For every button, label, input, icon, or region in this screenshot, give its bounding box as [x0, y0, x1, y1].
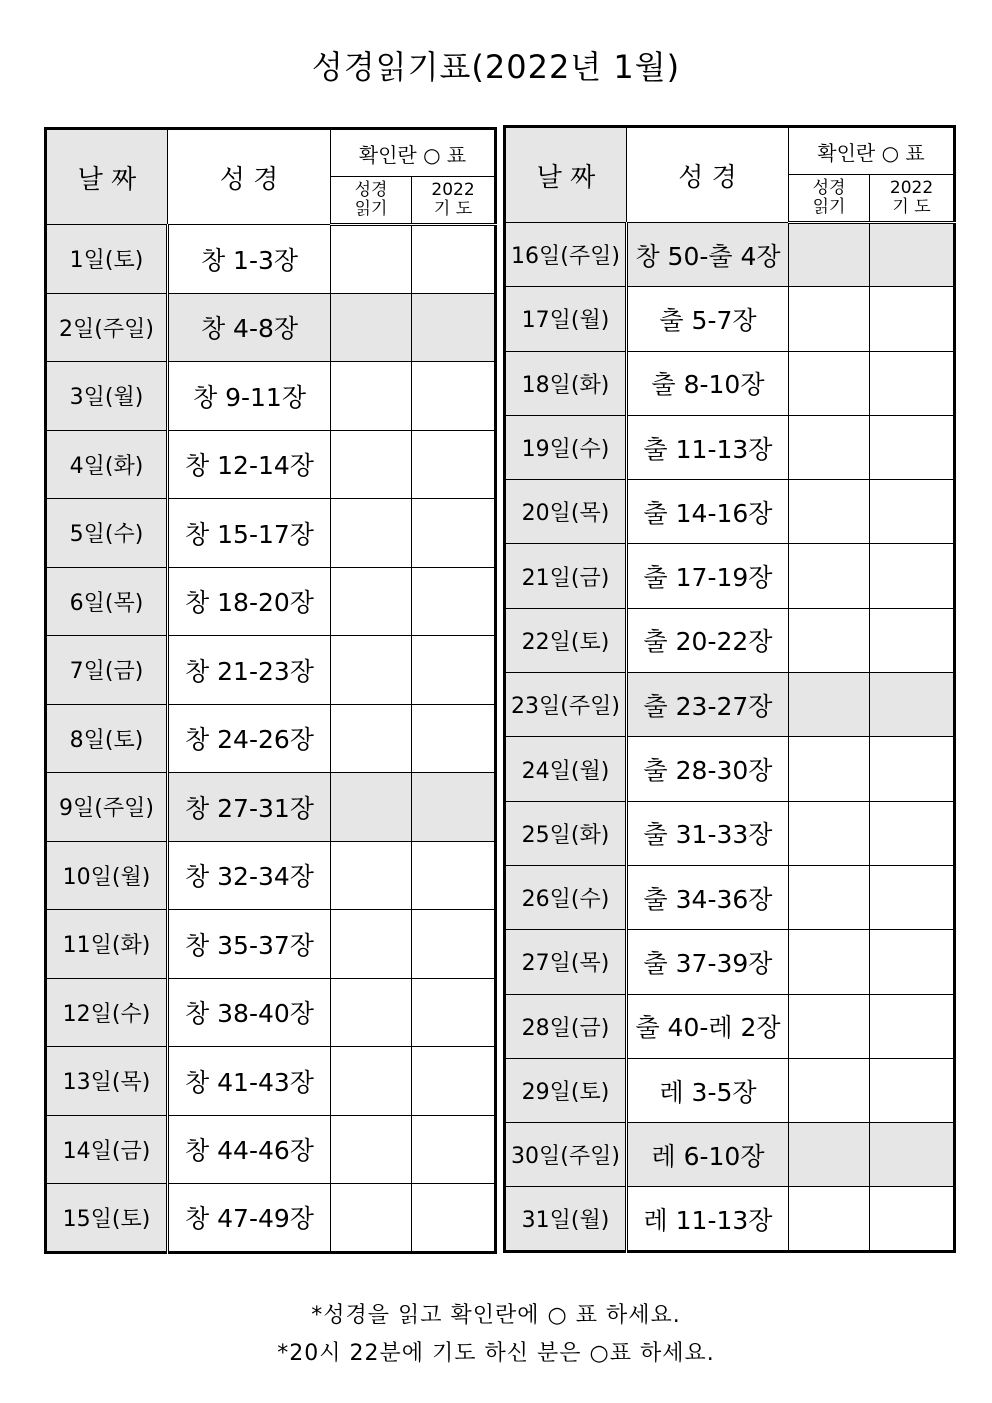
- date-cell: 12일(수): [46, 978, 168, 1047]
- reading-cell: 창 9-11장: [168, 362, 331, 431]
- read-check-box[interactable]: [789, 351, 870, 415]
- reading-cell: 창 32-34장: [168, 841, 331, 910]
- header-date: 날 짜: [46, 129, 168, 225]
- table-row: [46, 636, 496, 705]
- prayer-check-box[interactable]: [870, 1123, 955, 1187]
- reading-cell: 창 21-23장: [168, 636, 331, 705]
- prayer-check-box[interactable]: [870, 351, 955, 415]
- table-row: [505, 544, 955, 608]
- prayer-check-box[interactable]: [870, 673, 955, 737]
- read-check-box[interactable]: [331, 293, 412, 362]
- table-row: [46, 1047, 496, 1116]
- read-check-box[interactable]: [331, 362, 412, 431]
- date-cell: 15일(토): [46, 1184, 168, 1253]
- date-cell: 20일(목): [505, 480, 627, 544]
- table-row: [505, 1058, 955, 1122]
- date-cell: 2일(주일): [46, 293, 168, 362]
- prayer-check-box[interactable]: [412, 499, 496, 568]
- table-row: [46, 499, 496, 568]
- table-row: [505, 351, 955, 415]
- instruction-note-pray: *20시 22분에 기도 하신 분은 ○표 하세요.: [277, 1341, 715, 1366]
- date-cell: 19일(수): [505, 415, 627, 479]
- prayer-check-box[interactable]: [870, 415, 955, 479]
- read-check-box[interactable]: [789, 737, 870, 801]
- prayer-check-box[interactable]: [870, 994, 955, 1058]
- read-check-box[interactable]: [331, 430, 412, 499]
- reading-cell: 창 41-43장: [168, 1047, 331, 1116]
- reading-table-left: [44, 127, 497, 1254]
- reading-cell: 레 3-5장: [627, 1058, 789, 1122]
- read-check-box[interactable]: [789, 1058, 870, 1122]
- date-cell: 3일(월): [46, 362, 168, 431]
- date-cell: 14일(금): [46, 1115, 168, 1184]
- header-read: 성경 읽기: [789, 175, 870, 223]
- read-check-box[interactable]: [331, 910, 412, 979]
- date-cell: 11일(화): [46, 910, 168, 979]
- table-row: [505, 608, 955, 672]
- read-check-box[interactable]: [789, 801, 870, 865]
- date-cell: 16일(주일): [505, 223, 627, 287]
- table-row: [505, 801, 955, 865]
- date-cell: 17일(월): [505, 287, 627, 351]
- table-row: [505, 1123, 955, 1187]
- prayer-check-box[interactable]: [412, 1184, 496, 1253]
- reading-cell: 출 11-13장: [627, 415, 789, 479]
- date-cell: 4일(화): [46, 430, 168, 499]
- reading-cell: 출 37-39장: [627, 930, 789, 994]
- table-row: [46, 1184, 496, 1253]
- read-check-box[interactable]: [331, 636, 412, 705]
- reading-cell: 출 17-19장: [627, 544, 789, 608]
- reading-cell: 창 1-3장: [168, 225, 331, 294]
- date-cell: 25일(화): [505, 801, 627, 865]
- table-row: [505, 287, 955, 351]
- page-title: 성경읽기표(2022년 1월): [311, 48, 681, 86]
- reading-cell: 창 44-46장: [168, 1115, 331, 1184]
- prayer-check-box[interactable]: [870, 930, 955, 994]
- read-check-box[interactable]: [789, 415, 870, 479]
- prayer-check-box[interactable]: [412, 430, 496, 499]
- prayer-check-box[interactable]: [412, 225, 496, 294]
- read-check-box[interactable]: [331, 499, 412, 568]
- table-row: [505, 737, 955, 801]
- date-cell: 23일(주일): [505, 673, 627, 737]
- read-check-box[interactable]: [331, 225, 412, 294]
- prayer-check-box[interactable]: [870, 223, 955, 287]
- prayer-check-box[interactable]: [870, 480, 955, 544]
- prayer-check-box[interactable]: [412, 1047, 496, 1116]
- read-check-box[interactable]: [331, 773, 412, 842]
- prayer-check-box[interactable]: [870, 287, 955, 351]
- date-cell: 27일(목): [505, 930, 627, 994]
- reading-cell: 출 31-33장: [627, 801, 789, 865]
- table-row: [46, 362, 496, 431]
- table-row: [46, 1115, 496, 1184]
- prayer-check-box[interactable]: [412, 704, 496, 773]
- table-row: [46, 910, 496, 979]
- table-row: [46, 978, 496, 1047]
- reading-cell: 출 8-10장: [627, 351, 789, 415]
- prayer-check-box[interactable]: [412, 567, 496, 636]
- read-check-box[interactable]: [789, 1187, 870, 1251]
- table-row: [505, 930, 955, 994]
- reading-cell: 창 15-17장: [168, 499, 331, 568]
- table-row: [46, 841, 496, 910]
- date-cell: 28일(금): [505, 994, 627, 1058]
- reading-cell: 창 38-40장: [168, 978, 331, 1047]
- date-cell: 7일(금): [46, 636, 168, 705]
- header-pray: 2022 기 도: [412, 177, 496, 225]
- table-row: [46, 430, 496, 499]
- reading-cell: 창 12-14장: [168, 430, 331, 499]
- date-cell: 9일(주일): [46, 773, 168, 842]
- header-date: 날 짜: [505, 127, 627, 223]
- date-cell: 29일(토): [505, 1058, 627, 1122]
- read-check-box[interactable]: [789, 544, 870, 608]
- read-check-box[interactable]: [331, 1047, 412, 1116]
- prayer-check-box[interactable]: [870, 801, 955, 865]
- reading-rows-left: [46, 225, 496, 1253]
- read-check-box[interactable]: [789, 480, 870, 544]
- reading-rows-right: [505, 223, 955, 1252]
- prayer-check-box[interactable]: [870, 544, 955, 608]
- read-check-box[interactable]: [331, 978, 412, 1047]
- header-check: 확인란 ○ 표: [789, 127, 955, 175]
- table-row: [46, 225, 496, 294]
- read-check-box[interactable]: [789, 673, 870, 737]
- reading-cell: 출 23-27장: [627, 673, 789, 737]
- read-check-box[interactable]: [789, 608, 870, 672]
- table-row: [505, 1187, 955, 1251]
- date-cell: 22일(토): [505, 608, 627, 672]
- reading-cell: 창 27-31장: [168, 773, 331, 842]
- table-row: [46, 773, 496, 842]
- reading-cell: 창 35-37장: [168, 910, 331, 979]
- date-cell: 26일(수): [505, 865, 627, 929]
- read-check-box[interactable]: [331, 704, 412, 773]
- prayer-check-box[interactable]: [870, 865, 955, 929]
- header-pray: 2022 기 도: [870, 175, 955, 223]
- header-check: 확인란 ○ 표: [331, 129, 496, 177]
- reading-cell: 창 18-20장: [168, 567, 331, 636]
- date-cell: 5일(수): [46, 499, 168, 568]
- date-cell: 8일(토): [46, 704, 168, 773]
- table-row: [505, 865, 955, 929]
- date-cell: 30일(주일): [505, 1123, 627, 1187]
- table-row: [505, 673, 955, 737]
- reading-cell: 레 11-13장: [627, 1187, 789, 1251]
- date-cell: 24일(월): [505, 737, 627, 801]
- reading-cell: 출 40-레 2장: [627, 994, 789, 1058]
- reading-cell: 레 6-10장: [627, 1123, 789, 1187]
- date-cell: 31일(월): [505, 1187, 627, 1251]
- prayer-check-box[interactable]: [412, 636, 496, 705]
- reading-cell: 출 28-30장: [627, 737, 789, 801]
- instruction-note-read: *성경을 읽고 확인란에 ○ 표 하세요.: [311, 1303, 681, 1328]
- reading-cell: 출 20-22장: [627, 608, 789, 672]
- prayer-check-box[interactable]: [412, 293, 496, 362]
- read-check-box[interactable]: [789, 994, 870, 1058]
- read-check-box[interactable]: [331, 1115, 412, 1184]
- header-bible: 성 경: [627, 127, 789, 223]
- prayer-check-box[interactable]: [412, 841, 496, 910]
- read-check-box[interactable]: [789, 287, 870, 351]
- reading-cell: 출 5-7장: [627, 287, 789, 351]
- date-cell: 13일(목): [46, 1047, 168, 1116]
- read-check-box[interactable]: [331, 567, 412, 636]
- prayer-check-box[interactable]: [412, 362, 496, 431]
- date-cell: 1일(토): [46, 225, 168, 294]
- read-check-box[interactable]: [331, 1184, 412, 1253]
- prayer-check-box[interactable]: [870, 737, 955, 801]
- prayer-check-box[interactable]: [870, 1187, 955, 1251]
- read-check-box[interactable]: [789, 1123, 870, 1187]
- table-row: [46, 293, 496, 362]
- read-check-box[interactable]: [789, 930, 870, 994]
- date-cell: 6일(목): [46, 567, 168, 636]
- date-cell: 10일(월): [46, 841, 168, 910]
- reading-cell: 창 24-26장: [168, 704, 331, 773]
- table-row: [46, 567, 496, 636]
- reading-cell: 창 4-8장: [168, 293, 331, 362]
- reading-cell: 창 50-출 4장: [627, 223, 789, 287]
- reading-cell: 창 47-49장: [168, 1184, 331, 1253]
- read-check-box[interactable]: [331, 841, 412, 910]
- table-row: [505, 994, 955, 1058]
- reading-cell: 출 34-36장: [627, 865, 789, 929]
- table-row: [46, 704, 496, 773]
- read-check-box[interactable]: [789, 223, 870, 287]
- prayer-check-box[interactable]: [412, 910, 496, 979]
- table-row: [505, 223, 955, 287]
- reading-table-right: [503, 125, 956, 1253]
- prayer-check-box[interactable]: [412, 1115, 496, 1184]
- reading-cell: 출 14-16장: [627, 480, 789, 544]
- prayer-check-box[interactable]: [412, 978, 496, 1047]
- table-row: [505, 415, 955, 479]
- date-cell: 18일(화): [505, 351, 627, 415]
- prayer-check-box[interactable]: [412, 773, 496, 842]
- header-bible: 성 경: [168, 129, 331, 225]
- table-row: [505, 480, 955, 544]
- prayer-check-box[interactable]: [870, 1058, 955, 1122]
- prayer-check-box[interactable]: [870, 608, 955, 672]
- header-read: 성경 읽기: [331, 177, 412, 225]
- date-cell: 21일(금): [505, 544, 627, 608]
- read-check-box[interactable]: [789, 865, 870, 929]
